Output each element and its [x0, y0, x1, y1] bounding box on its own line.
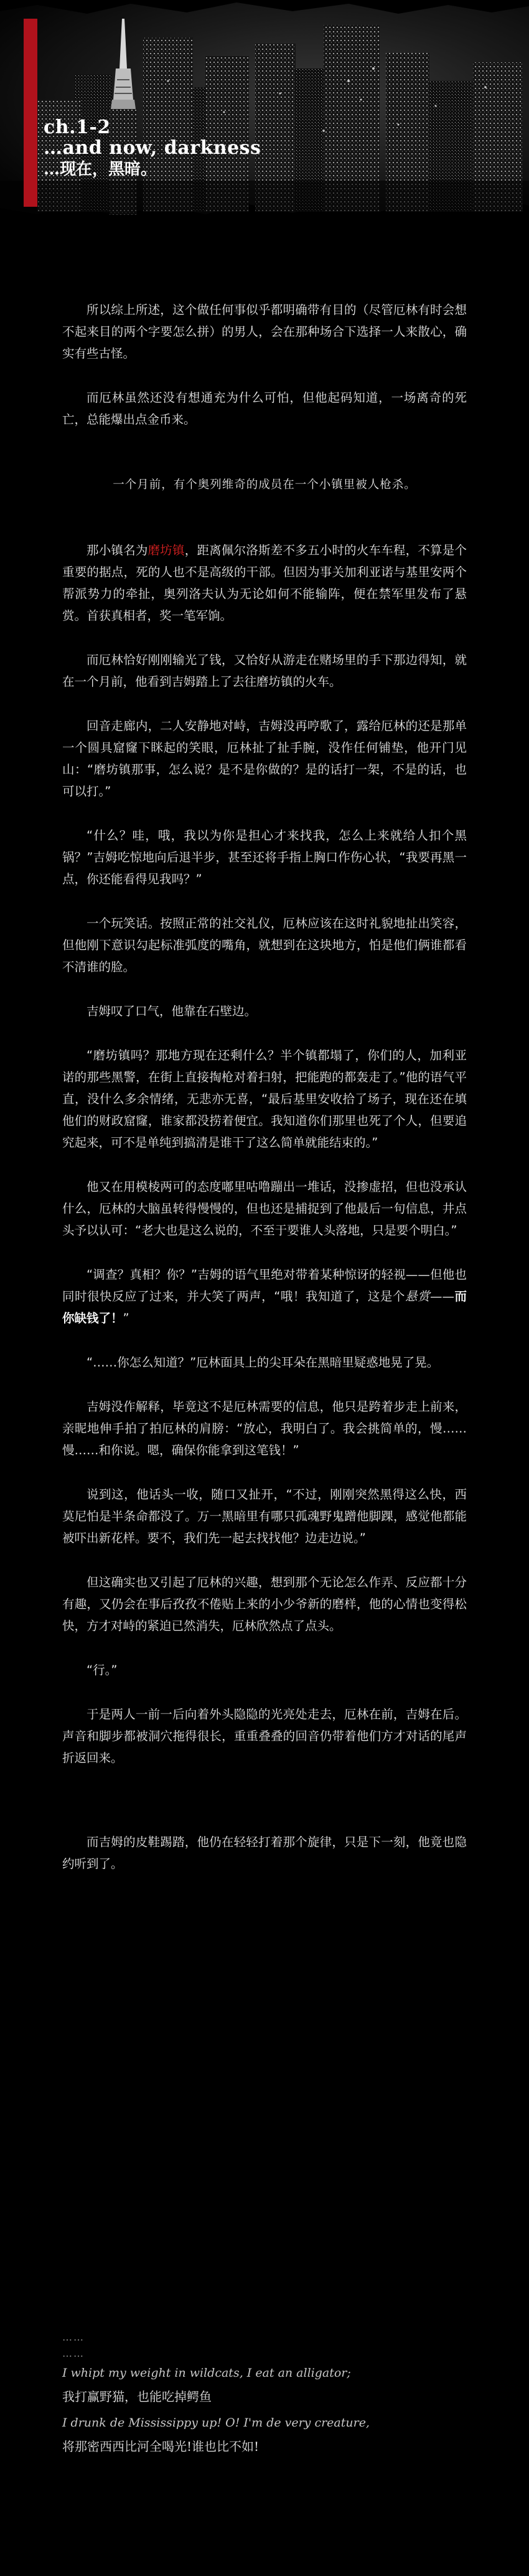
lyric-line-english: I drunk de Mississippy up! O! I'm de very creature,: [62, 2416, 370, 2430]
chapter-title-chinese: …现在，黑暗。: [44, 160, 157, 179]
paragraph: 所以综上所述，这个做任何事似乎都明确带有目的（尽管厄林有时会想不起来目的两个字要怎么拼）的男人，会在那种场合下选择一人来散心，确实有些古怪。: [62, 303, 467, 361]
chapter-title-english: …and now, darkness: [44, 137, 261, 159]
paragraph: 但这确实也又引起了厄林的兴趣，想到那个无论怎么作弄、反应都十分有趣，又仍会在事后孜孜不倦贴上来的小少爷新的磨样，他的心情也变得松快，方才对峙的紧迫已然消失，厄林欣然点了点头。: [62, 1575, 467, 1633]
chapter-number: ch.1-2: [44, 116, 111, 138]
paragraph: 吉姆叹了口气，他靠在石壁边。: [87, 1004, 257, 1018]
lyric-line-chinese: 将那密西西比河全喝光!谁也比不如!: [62, 2439, 260, 2454]
paragraph: 于是两人一前一后向着外头隐隐的光亮处走去，厄林在前，吉姆在后。声音和脚步都被洞穴拖得很长，重重叠叠的回音仍带着他们方才对话的尾声折返回来。: [62, 1707, 467, 1765]
paragraph: 而厄林恰好刚刚输光了钱，又恰好从游走在赌场里的手下那边得知，就在一个月前，他看到吉姆踏上了去往磨坊镇的火车。: [62, 653, 467, 689]
ellipsis-divider: ……: [62, 2331, 85, 2343]
lyric-line-chinese: 我打赢野猫，也能吃掉鳄鱼: [62, 2389, 212, 2404]
story-body: [62, 299, 467, 1875]
paragraph: “行。”: [87, 1663, 118, 1677]
paragraph: 那小镇名为磨坊镇，距离佩尔洛斯差不多五小时的火车车程，不算是个重要的据点，死的人也不是高级的干部。但因为事关加利亚诺与基里安两个帮派势力的牵扯，奥列洛夫认为无论如何不能输阵，便在禁军里发布了悬赏。首获真相者，奖一笔军饷。: [62, 543, 467, 623]
paragraph: “……你怎么知道？”厄林面具上的尖耳朵在黑暗里疑惑地晃了晃。: [87, 1355, 439, 1370]
highlighted-town-name: 磨坊镇: [147, 543, 185, 557]
paragraph: 回音走廊内，二人安静地对峙，吉姆没再哼歌了，露给厄林的还是那单一个圆具窟窿下眯起的笑眼，厄林扯了扯手腕，没作任何铺垫，他开门见山：“磨坊镇那事，怎么说？是不是你做的？是的话打一架，不是的话，也可以打。”: [62, 719, 467, 798]
emphasis-short-on-money: 而你缺钱了！: [62, 1289, 467, 1325]
chapter-header-banner: [0, 0, 529, 224]
paragraph-time-skip: 一个月前，有个奥列维奇的成员在一个小镇里被人枪杀。: [113, 478, 416, 491]
ellipsis-divider: ……: [62, 2347, 85, 2359]
paragraph: 而厄林虽然还没有想通充为什么可怕，但他起码知道，一场离奇的死亡，总能爆出点金币来。: [62, 391, 467, 427]
chapter-title-block: [44, 117, 261, 179]
paragraph: 而吉姆的皮鞋踢踏，他仍在轻轻打着那个旋律，只是下一刻，他竟也隐约听到了。: [62, 1835, 467, 1871]
paragraph: “什么？哇，哦，我以为你是担心才来找我，怎么上来就给人扣个黑锅？”吉姆吃惊地向后退半步，甚至还将手指上胸口作伤心状，“我要再黑一点，你还能看得见我吗？”: [62, 828, 467, 886]
paragraph: 说到这，他话头一收，随口又扯开，“不过，刚刚突然黑得这么快，西莫尼怕是半条命都没了。万一黑暗里有哪只孤魂野鬼蹭他脚踝，感觉他都能被吓出新花样。要不，我们先一起去找找他？边走边说。”: [62, 1487, 467, 1545]
emphasis-bounty: 悬赏: [405, 1289, 430, 1304]
accent-red-bar: [24, 19, 37, 207]
paragraph: “磨坊镇吗？那地方现在还剩什么？半个镇都塌了，你们的人，加利亚诺的那些黑警，在街上直接掏枪对着扫射，把能跑的都轰走了。”他的语气平直，没什么多余情绪，无悲亦无喜，“最后基里安收拾了场子，现在还在填他们的财政窟窿，谁家都没捞着便宜。我知道你们那里也死了个人，但要追究起来，可不是单纯到搞清是谁干了这么简单就能结束的。”: [62, 1048, 467, 1150]
paragraph: 他又在用模棱两可的态度嘟里咕噜蹦出一堆话，没掺虚招，但也没承认什么，厄林的大脑虽转得慢慢的，但也还是捕捉到了他最后一句信息，井点头予以认可：“老大也是这么说的，不至于要谁人头落地，只是要个明白。”: [62, 1180, 467, 1238]
ending-lyrics: [62, 2329, 485, 2461]
lyric-line-english: I whipt my weight in wildcats, I eat an alligator;: [62, 2366, 351, 2380]
paragraph: 吉姆没作解释，毕竟这不是厄林需要的信息，他只是跨着步走上前来，亲昵地伸手拍了拍厄林的肩膀：“放心，我明白了。我会挑简单的，慢……慢……和你说。嗯，确保你能拿到这笔钱！”: [62, 1399, 467, 1457]
paragraph: 一个玩笑话。按照正常的社交礼仪，厄林应该在这时礼貌地扯出笑容，但他刚下意识勾起标准弧度的嘴角，就想到在这块地方，怕是他们俩谁都看不清谁的脸。: [62, 916, 467, 974]
paragraph: “调查？真相？你？”吉姆的语气里绝对带着某种惊讶的轻视——但他也同时很快反应了过来，并大笑了两声，“哦！我知道了，这是个悬赏——而你缺钱了！”: [62, 1267, 467, 1325]
night-city-skyline-illustration: [0, 0, 529, 224]
